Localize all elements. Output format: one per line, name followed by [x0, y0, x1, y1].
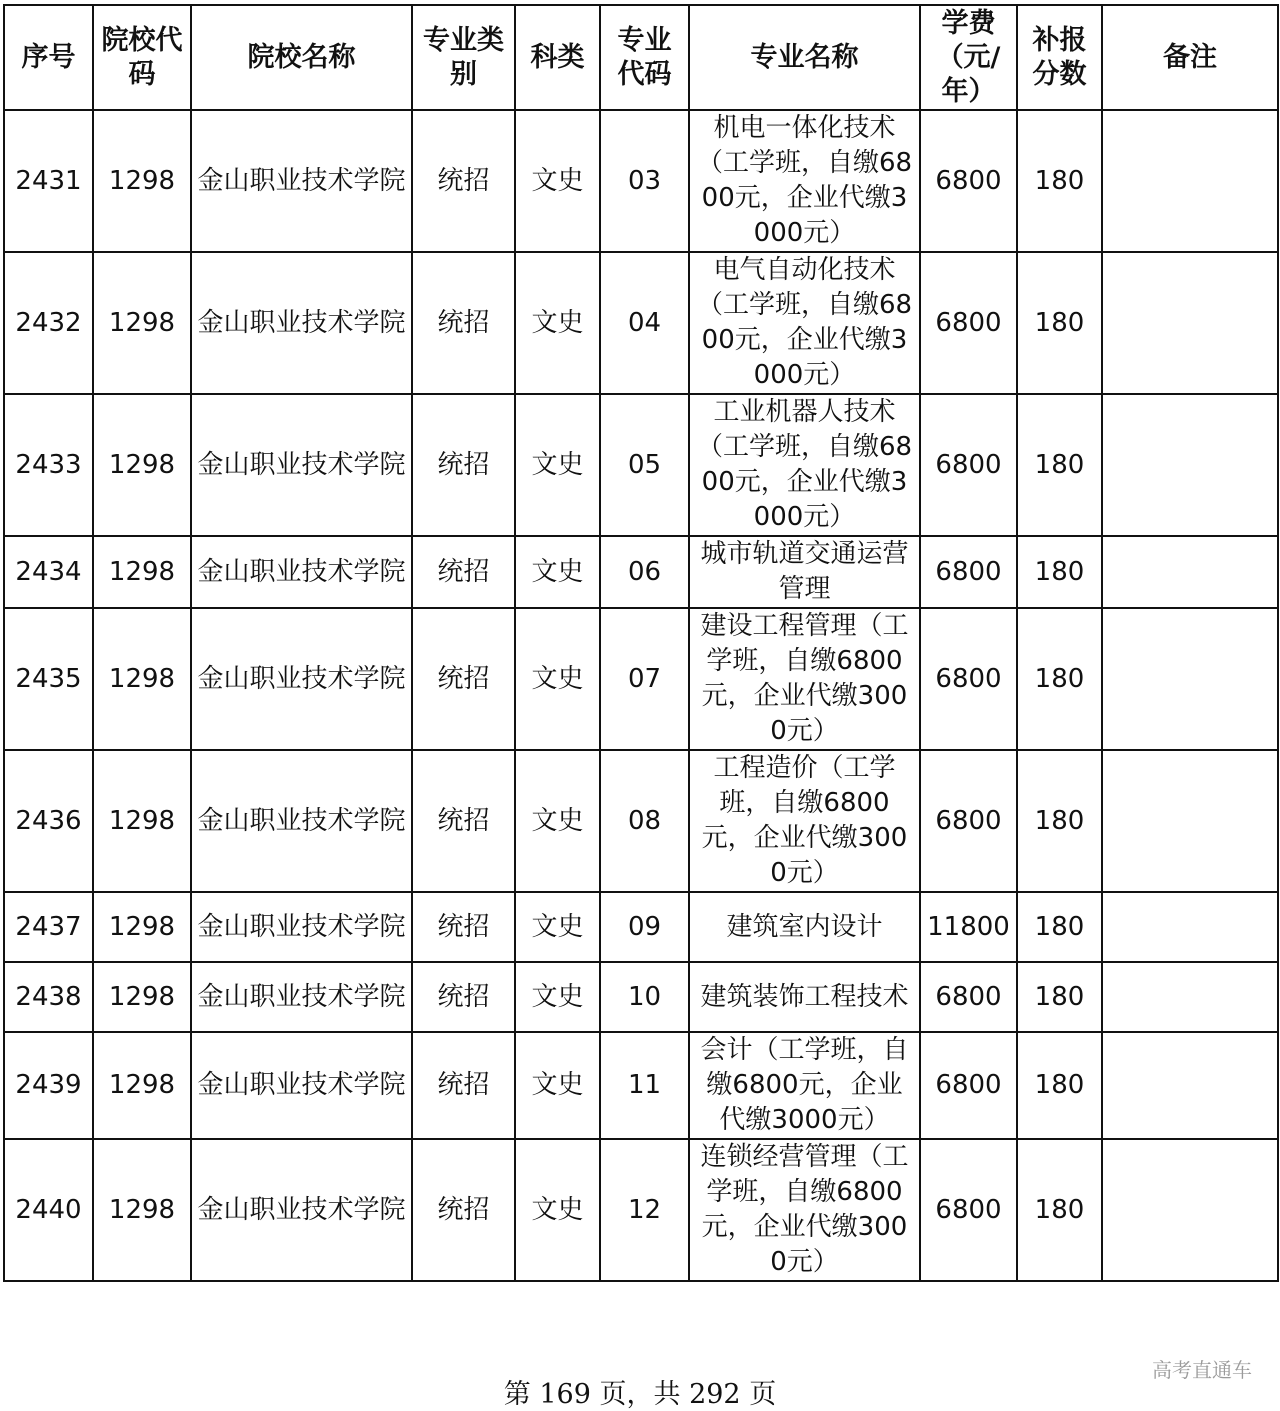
cell-seq: 2432 [4, 252, 93, 394]
watermark: 高考直通车 [1152, 1358, 1252, 1382]
cell-major-name: 工业机器人技术（工学班，自缴6800元，企业代缴3000元） [689, 394, 920, 536]
cell-major-name: 机电一体化技术（工学班，自缴6800元，企业代缴3000元） [689, 110, 920, 252]
cell-school-code: 1298 [93, 394, 191, 536]
cell-school-name: 金山职业技术学院 [191, 536, 412, 608]
cell-major-category: 统招 [412, 750, 515, 892]
table-body [4, 110, 1278, 1281]
table-row [4, 1032, 1278, 1139]
cell-subject-type: 文史 [515, 536, 600, 608]
cell-score: 180 [1017, 892, 1102, 962]
header-cell-tuition: 学费（元/年） [920, 5, 1017, 110]
cell-major-name: 连锁经营管理（工学班，自缴6800元，企业代缴3000元） [689, 1139, 920, 1281]
cell-remarks [1102, 252, 1278, 394]
cell-major-code: 05 [600, 394, 689, 536]
cell-major-name: 建筑装饰工程技术 [689, 962, 920, 1032]
table-row [4, 608, 1278, 750]
cell-school-name: 金山职业技术学院 [191, 394, 412, 536]
cell-major-name: 工程造价（工学班，自缴6800元，企业代缴3000元） [689, 750, 920, 892]
cell-score: 180 [1017, 608, 1102, 750]
header-cell-major-name: 专业名称 [689, 5, 920, 110]
header-cell-subject-type: 科类 [515, 5, 600, 110]
cell-school-name: 金山职业技术学院 [191, 252, 412, 394]
cell-seq: 2436 [4, 750, 93, 892]
cell-tuition: 6800 [920, 252, 1017, 394]
cell-tuition: 6800 [920, 750, 1017, 892]
cell-score: 180 [1017, 536, 1102, 608]
cell-subject-type: 文史 [515, 252, 600, 394]
cell-subject-type: 文史 [515, 750, 600, 892]
cell-score: 180 [1017, 394, 1102, 536]
cell-seq: 2439 [4, 1032, 93, 1139]
cell-score: 180 [1017, 1139, 1102, 1281]
cell-tuition: 11800 [920, 892, 1017, 962]
table-row [4, 536, 1278, 608]
cell-remarks [1102, 1032, 1278, 1139]
cell-remarks [1102, 750, 1278, 892]
cell-school-name: 金山职业技术学院 [191, 750, 412, 892]
cell-major-code: 04 [600, 252, 689, 394]
cell-school-code: 1298 [93, 892, 191, 962]
cell-subject-type: 文史 [515, 1032, 600, 1139]
cell-tuition: 6800 [920, 1139, 1017, 1281]
table-row [4, 252, 1278, 394]
cell-major-code: 08 [600, 750, 689, 892]
admissions-table [3, 4, 1279, 1282]
cell-school-name: 金山职业技术学院 [191, 1032, 412, 1139]
cell-major-category: 统招 [412, 536, 515, 608]
cell-major-category: 统招 [412, 1032, 515, 1139]
header-cell-seq: 序号 [4, 5, 93, 110]
cell-tuition: 6800 [920, 1032, 1017, 1139]
cell-tuition: 6800 [920, 962, 1017, 1032]
cell-remarks [1102, 394, 1278, 536]
cell-score: 180 [1017, 1032, 1102, 1139]
page-footer: 第 169 页，共 292 页 [503, 1379, 777, 1410]
cell-major-code: 11 [600, 1032, 689, 1139]
header-cell-school-name: 院校名称 [191, 5, 412, 110]
cell-seq: 2440 [4, 1139, 93, 1281]
cell-major-name: 电气自动化技术（工学班，自缴6800元，企业代缴3000元） [689, 252, 920, 394]
cell-major-code: 12 [600, 1139, 689, 1281]
cell-major-category: 统招 [412, 110, 515, 252]
cell-remarks [1102, 892, 1278, 962]
table-row [4, 110, 1278, 252]
cell-major-category: 统招 [412, 252, 515, 394]
table-row [4, 962, 1278, 1032]
header-row [4, 5, 1278, 110]
cell-school-code: 1298 [93, 1139, 191, 1281]
cell-subject-type: 文史 [515, 1139, 600, 1281]
cell-subject-type: 文史 [515, 394, 600, 536]
cell-score: 180 [1017, 110, 1102, 252]
cell-seq: 2435 [4, 608, 93, 750]
cell-major-category: 统招 [412, 892, 515, 962]
cell-school-code: 1298 [93, 608, 191, 750]
cell-subject-type: 文史 [515, 608, 600, 750]
table-row [4, 394, 1278, 536]
cell-major-name: 建设工程管理（工学班，自缴6800元，企业代缴3000元） [689, 608, 920, 750]
header-cell-school-code: 院校代码 [93, 5, 191, 110]
cell-major-code: 03 [600, 110, 689, 252]
cell-seq: 2434 [4, 536, 93, 608]
cell-school-name: 金山职业技术学院 [191, 110, 412, 252]
table-row [4, 892, 1278, 962]
cell-subject-type: 文史 [515, 892, 600, 962]
cell-school-code: 1298 [93, 110, 191, 252]
cell-major-code: 06 [600, 536, 689, 608]
cell-school-name: 金山职业技术学院 [191, 892, 412, 962]
cell-tuition: 6800 [920, 394, 1017, 536]
cell-major-category: 统招 [412, 962, 515, 1032]
header-cell-score: 补报分数 [1017, 5, 1102, 110]
table-row [4, 750, 1278, 892]
header-cell-major-code: 专业代码 [600, 5, 689, 110]
header-cell-major-category: 专业类别 [412, 5, 515, 110]
cell-seq: 2437 [4, 892, 93, 962]
cell-major-name: 建筑室内设计 [689, 892, 920, 962]
cell-school-code: 1298 [93, 1032, 191, 1139]
cell-remarks [1102, 962, 1278, 1032]
cell-remarks [1102, 608, 1278, 750]
cell-tuition: 6800 [920, 608, 1017, 750]
table-row [4, 1139, 1278, 1281]
cell-tuition: 6800 [920, 536, 1017, 608]
cell-school-code: 1298 [93, 536, 191, 608]
cell-seq: 2438 [4, 962, 93, 1032]
cell-subject-type: 文史 [515, 110, 600, 252]
cell-remarks [1102, 536, 1278, 608]
cell-remarks [1102, 1139, 1278, 1281]
cell-remarks [1102, 110, 1278, 252]
cell-school-code: 1298 [93, 252, 191, 394]
cell-tuition: 6800 [920, 110, 1017, 252]
cell-score: 180 [1017, 252, 1102, 394]
cell-major-category: 统招 [412, 608, 515, 750]
cell-school-code: 1298 [93, 750, 191, 892]
cell-major-category: 统招 [412, 394, 515, 536]
cell-subject-type: 文史 [515, 962, 600, 1032]
cell-school-name: 金山职业技术学院 [191, 962, 412, 1032]
cell-school-code: 1298 [93, 962, 191, 1032]
cell-seq: 2433 [4, 394, 93, 536]
cell-school-name: 金山职业技术学院 [191, 608, 412, 750]
cell-major-code: 09 [600, 892, 689, 962]
cell-score: 180 [1017, 750, 1102, 892]
cell-school-name: 金山职业技术学院 [191, 1139, 412, 1281]
cell-major-code: 07 [600, 608, 689, 750]
cell-major-category: 统招 [412, 1139, 515, 1281]
cell-major-code: 10 [600, 962, 689, 1032]
cell-score: 180 [1017, 962, 1102, 1032]
header-cell-remarks: 备注 [1102, 5, 1278, 110]
cell-major-name: 城市轨道交通运营管理 [689, 536, 920, 608]
cell-seq: 2431 [4, 110, 93, 252]
cell-major-name: 会计（工学班，自缴6800元，企业代缴3000元） [689, 1032, 920, 1139]
